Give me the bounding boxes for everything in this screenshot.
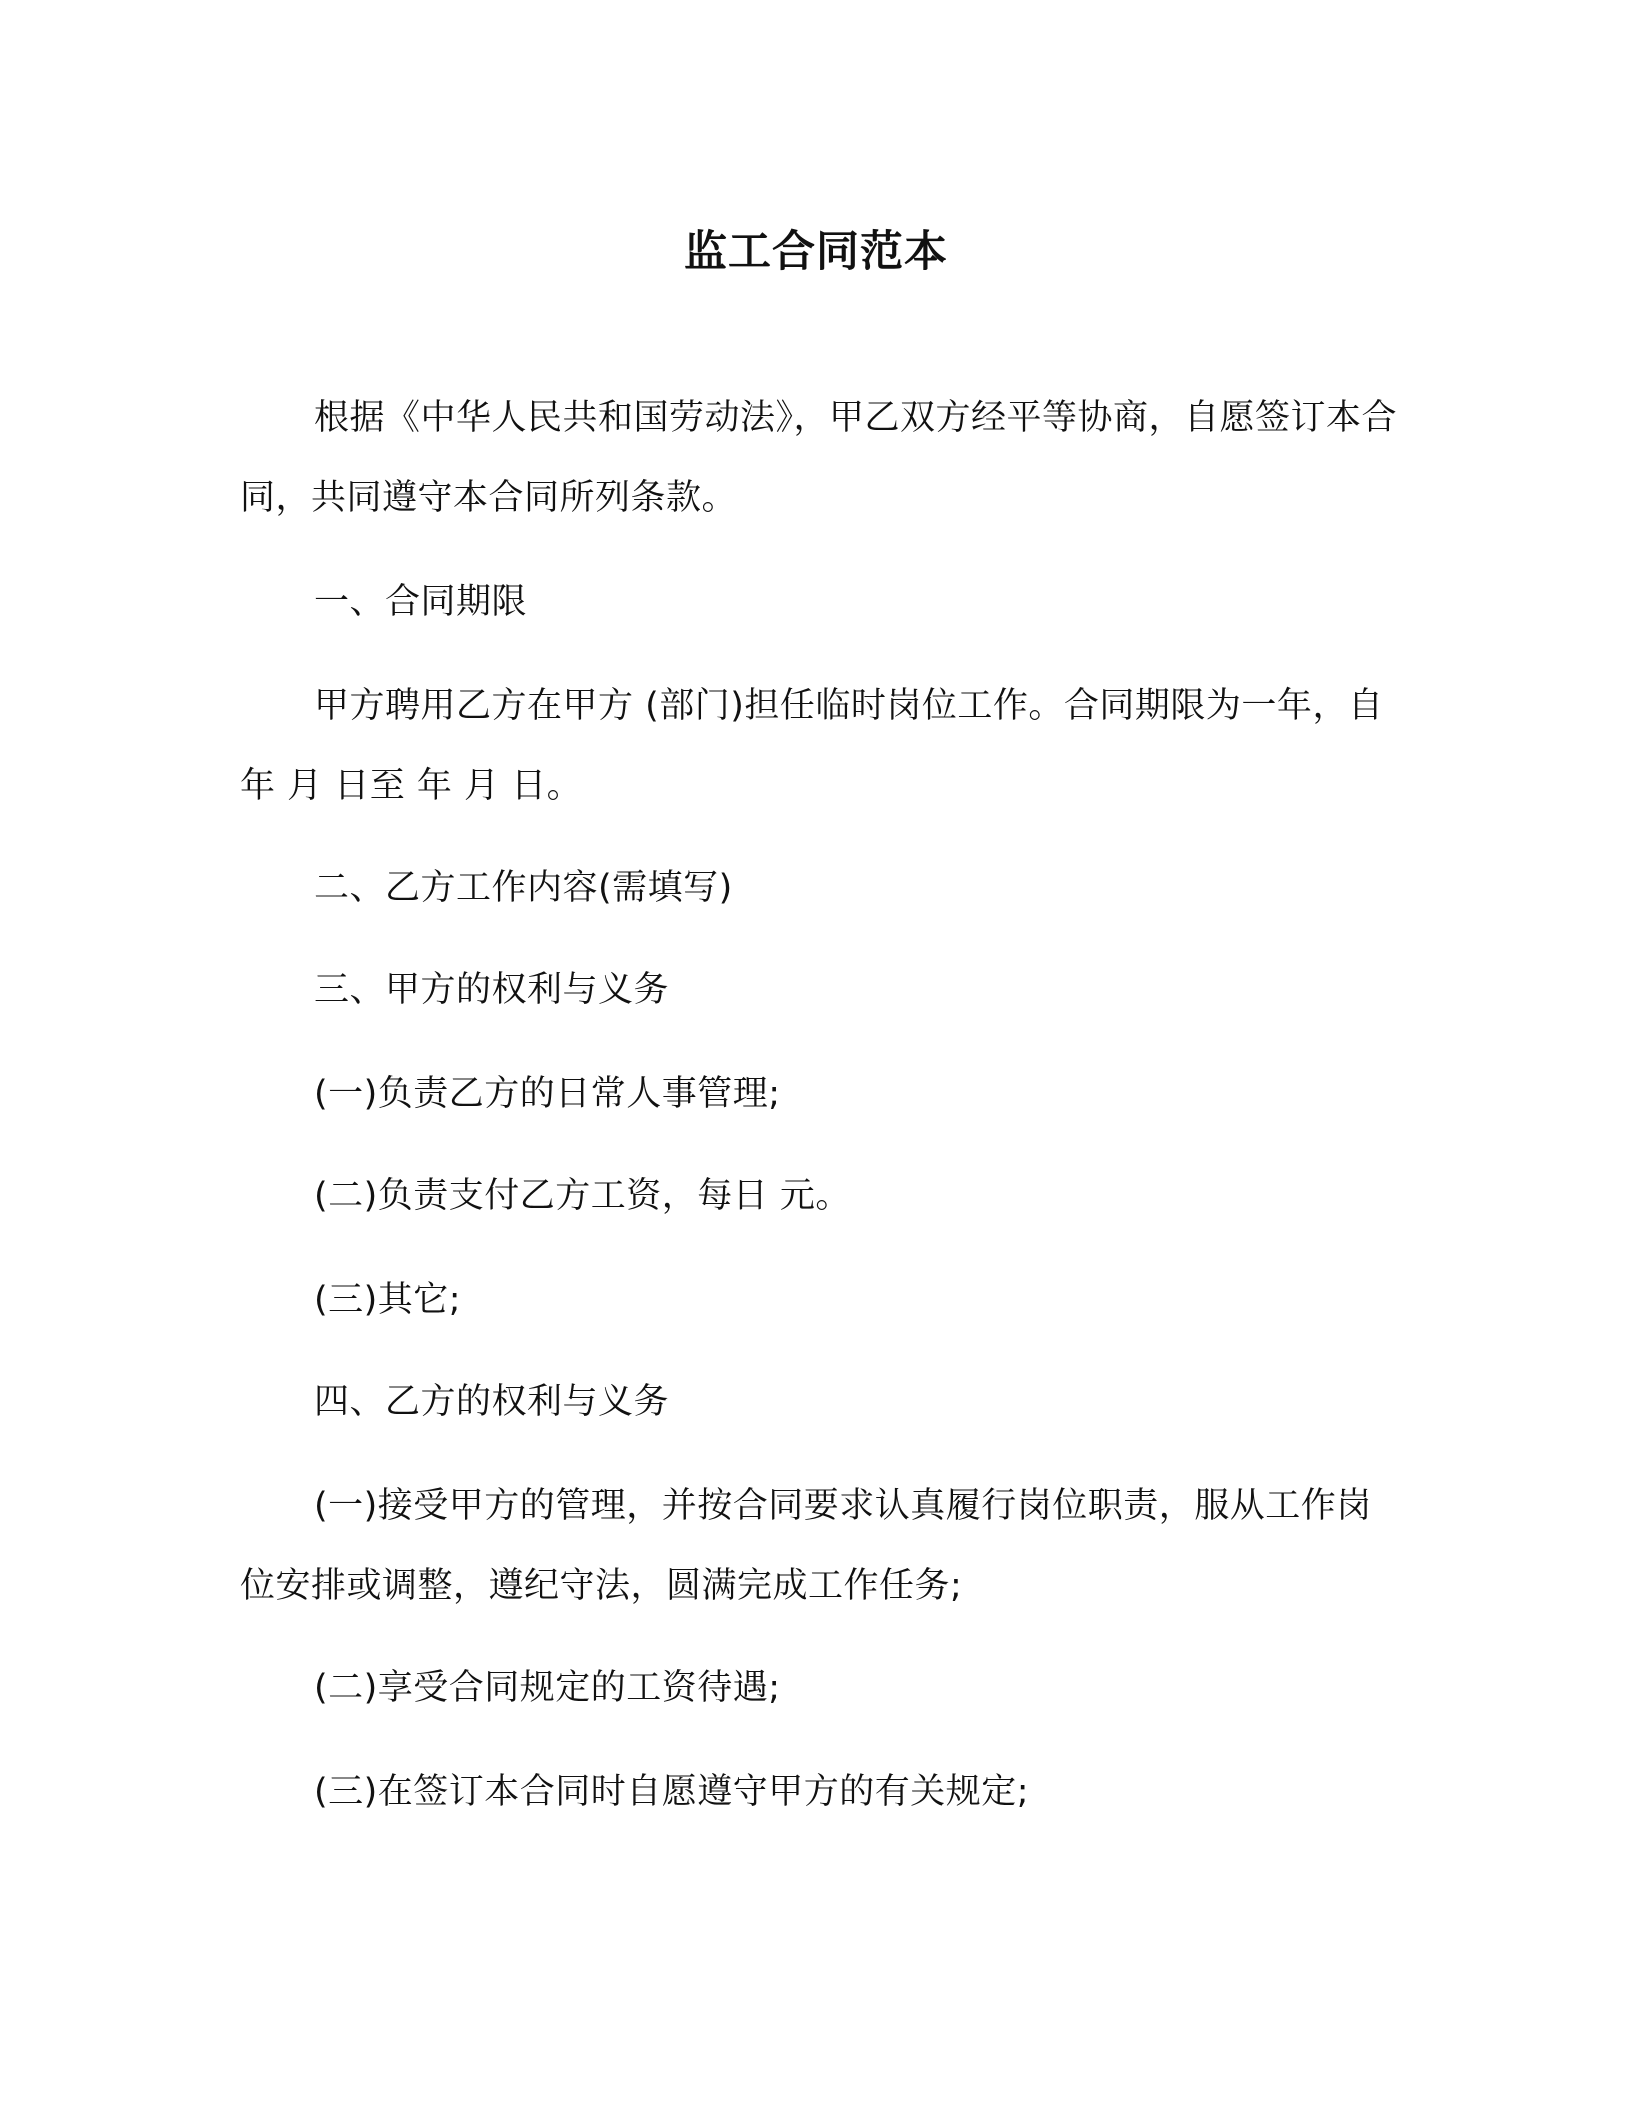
document-title: 监工合同范本: [684, 227, 948, 277]
section-4-item-2: (二)享受合同规定的工资待遇;: [314, 1668, 781, 1708]
section-2-heading: 二、乙方工作内容(需填写): [314, 868, 733, 908]
section-1-heading: 一、合同期限: [314, 582, 528, 622]
section-3-item-3: (三)其它;: [314, 1280, 462, 1320]
intro-paragraph: 根据《中华人民共和国劳动法》，甲乙双方经平等协商，自愿签订本合同，共同遵守本合同所列条款。: [240, 398, 1398, 518]
section-1-paragraph: 甲方聘用乙方在甲方 (部门)担任临时岗位工作。合同期限为一年，自 年 月 日至 年 月 日。: [240, 686, 1384, 806]
section-4-item-3: (三)在签订本合同时自愿遵守甲方的有关规定;: [314, 1772, 1030, 1812]
section-3-item-2: (二)负责支付乙方工资，每日 元。: [314, 1176, 851, 1216]
section-3-item-1: (一)负责乙方的日常人事管理;: [314, 1074, 781, 1114]
section-4-heading: 四、乙方的权利与义务: [314, 1382, 670, 1422]
section-4-item-1: (一)接受甲方的管理，并按合同要求认真履行岗位职责，服从工作岗位安排或调整，遵纪守法，圆满完成工作任务;: [240, 1486, 1372, 1606]
section-3-heading: 三、甲方的权利与义务: [314, 970, 670, 1010]
